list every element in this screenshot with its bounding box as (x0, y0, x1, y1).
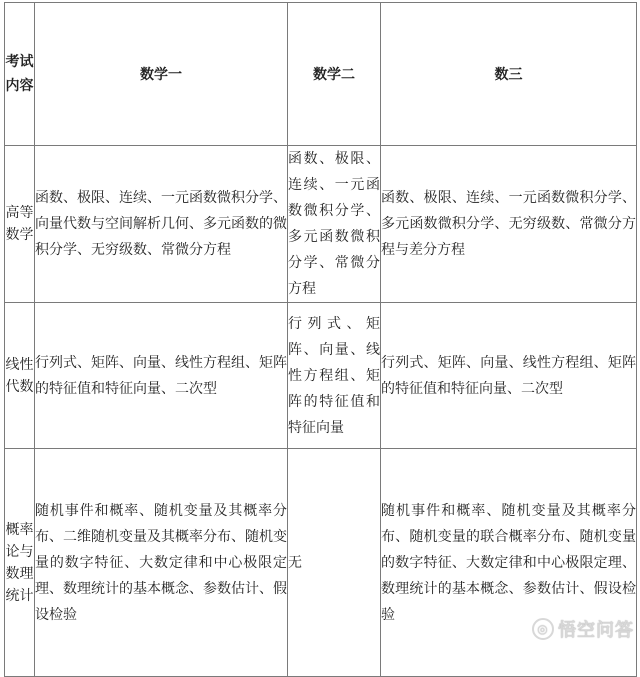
header-row (5, 3, 637, 146)
header-math3: 数三 (381, 3, 637, 146)
subject-label: 线性代数 (5, 356, 34, 395)
content-cell-math1: 函数、极限、连续、一元函数微积分学、向量代数与空间解析几何、多元函数的微积分学、无穷级数、常微分方程 (35, 146, 288, 303)
syllabus-table (4, 2, 637, 677)
subject-label: 高等数学 (5, 205, 34, 243)
header-math1: 数学一 (35, 3, 288, 146)
content-cell-math2: 行列式、矩阵、向量、线性方程组、矩阵的特征值和特征向量 (288, 303, 381, 449)
corner-header-label: 考试内容 (5, 54, 34, 94)
table-row (5, 146, 637, 303)
watermark-text: 悟空问答 (558, 620, 634, 641)
content-cell-math1: 行列式、矩阵、向量、线性方程组、矩阵的特征值和特征向量、二次型 (35, 303, 288, 449)
subject-cell (5, 449, 35, 677)
subject-label: 概率论与数理统计 (5, 521, 34, 604)
table-row (5, 449, 637, 677)
content-cell-math2: 无 (288, 449, 381, 677)
table-row (5, 303, 637, 449)
corner-header-cell (5, 3, 35, 146)
content-cell-math3: 函数、极限、连续、一元函数微积分学、多元函数微积分学、无穷级数、常微分方程与差分方程 (381, 146, 637, 303)
subject-cell (5, 303, 35, 449)
header-math2: 数学二 (288, 3, 381, 146)
subject-cell (5, 146, 35, 303)
wukong-logo-icon: ◎ (532, 618, 554, 640)
content-cell-math3: 随机事件和概率、随机变量及其概率分布、随机变量的联合概率分布、随机变量的数字特征、大数定律和中心极限定理、数理统计的基本概念、参数估计、假设检验 (381, 449, 637, 677)
content-cell-math1: 随机事件和概率、随机变量及其概率分布、二维随机变量及其概率分布、随机变量的数字特征、大数定律和中心极限定理、数理统计的基本概念、参数估计、假设检验 (35, 449, 288, 677)
watermark (532, 616, 634, 642)
content-cell-math3: 行列式、矩阵、向量、线性方程组、矩阵的特征值和特征向量、二次型 (381, 303, 637, 449)
content-cell-math2: 函数、极限、连续、一元函数微积分学、多元函数微积分学、常微分方程 (288, 146, 381, 303)
